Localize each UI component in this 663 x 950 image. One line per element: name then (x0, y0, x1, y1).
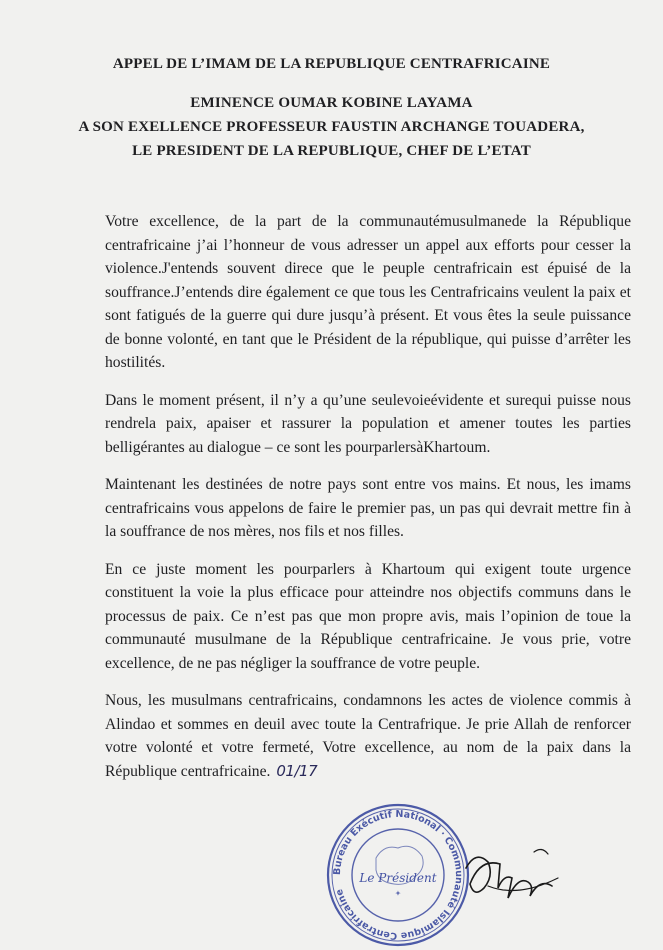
paragraph-1: Votre excellence, de la part de la communautémusulmanede la République centrafricaine j’ai l’honneur de vous adresser un appel aux efforts pour cesser la violence.J'entends souvent direce que le peuple centrafricain est épuisé de la souffrance.J’entends dire également ce que tous les Centrafricains veulent la paix et sont fatigués de la guerre qui dure jusqu’à présent. Et vous êtes la seule puissance de bonne volonté, en tant que le Président de la république, qui puisse d’arrêter les hostilités. (105, 213, 631, 371)
svg-text:✦: ✦ (394, 889, 402, 898)
paragraph-2: Dans le moment présent, il n’y a qu’une seulevoieévidente et surequi puisse nous rendrela paix, apaiser et rassurer la population et amener toutes les parties belligérantes au dialogue – ce sont les pourparlersàKhartoum. (105, 391, 631, 456)
paragraph-5 (105, 689, 631, 783)
header-title: APPEL DE L’IMAM DE LA REPUBLIQUE CENTRAFRICAINE (112, 56, 551, 72)
letter-header (0, 52, 663, 163)
header-recipient-title: LE PRESIDENT DE LA REPUBLIQUE, CHEF DE L’ETAT (132, 143, 531, 159)
header-author: EMINENCE OUMAR KOBINE LAYAMA (190, 95, 473, 111)
handwritten-signature (458, 838, 578, 908)
letter-body (105, 210, 631, 797)
paragraph-3: Maintenant les destinées de notre pays sont entre vos mains. Et nous, les imams centrafricains vous appelons de faire le premier pas, un pas qui devrait mettre fin à la souffrance de nos mères, nos fils et nos filles. (105, 476, 631, 540)
stamp-ring-text: Bureau Exécutif National · Communauté Islamique Centrafricaine (331, 808, 465, 942)
handwritten-date: 01/17 (276, 761, 318, 780)
header-recipient: A SON EXELLENCE PROFESSEUR FAUSTIN ARCHANGE TOUADERA, (78, 119, 585, 135)
stamp-center-text: Le Président (359, 871, 437, 885)
paragraph-5-text: Nous, les musulmans centrafricains, condamnons les actes de violence commis à Alindao et sommes en deuil avec toute la Centrafrique. Je prie Allah de renforcer votre volonté et votre fermeté, Votre excellence, au nom de la paix dans la République centrafricaine. (105, 692, 631, 780)
official-stamp (318, 800, 478, 950)
paragraph-4: En ce juste moment les pourparlers à Khartoum qui exigent toute urgence constituent la voie la plus efficace pour atteindre nos objectifs communs dans le processus de paix. Ce n’est pas que mon propre avis, mais l’opinion de toue la communauté musulmane de la République centrafricaine. Je vous prie, votre excellence, de ne pas négliger la souffrance de votre peuple. (105, 560, 631, 672)
